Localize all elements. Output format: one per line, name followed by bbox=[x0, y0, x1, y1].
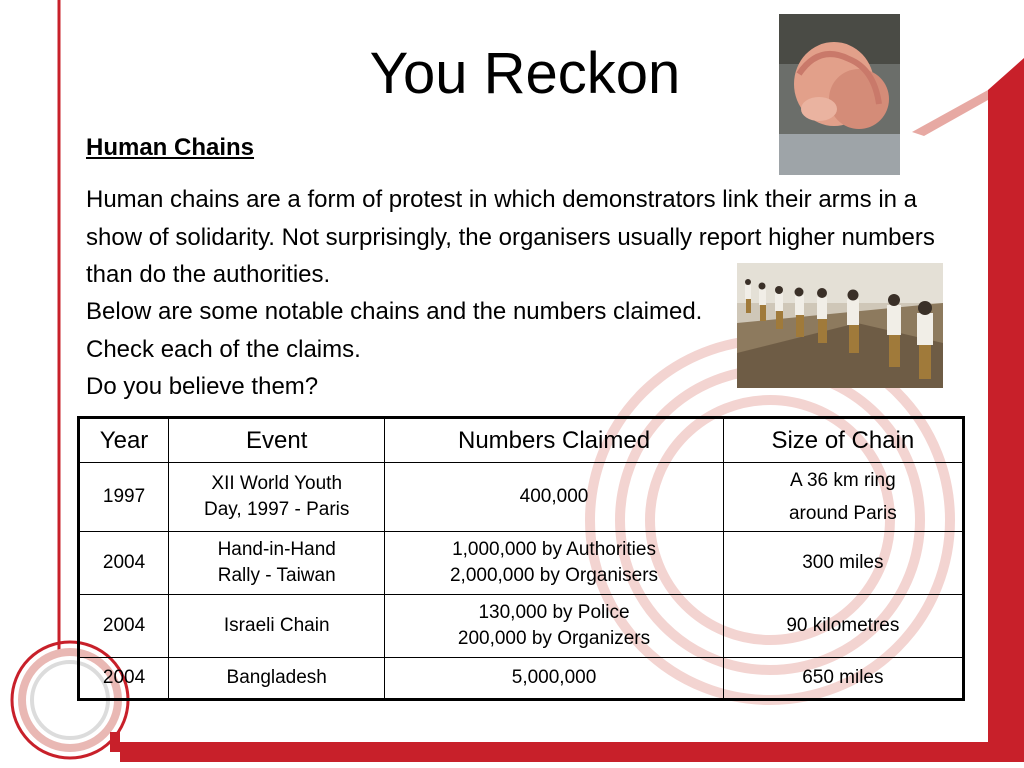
slide-title: You Reckon bbox=[369, 41, 681, 106]
event-cell bbox=[169, 463, 385, 532]
numbers-line: 400,000 bbox=[519, 486, 589, 507]
numbers-line: 5,000,000 bbox=[511, 667, 597, 688]
event-line: Israeli Chain bbox=[223, 615, 330, 636]
year-cell: 2004 bbox=[79, 595, 169, 658]
numbers-cell bbox=[385, 595, 723, 658]
table-row bbox=[79, 658, 964, 700]
column-header-year: Year bbox=[79, 418, 169, 463]
year-cell: 2004 bbox=[79, 532, 169, 595]
size-line: around Paris bbox=[788, 503, 897, 524]
numbers-cell bbox=[385, 463, 723, 532]
event-cell bbox=[169, 658, 385, 700]
table-row bbox=[79, 595, 964, 658]
question-text: Do you believe them? bbox=[86, 373, 319, 400]
instructions-text: Below are some notable chains and the numbers claimed. Check each of the claims. bbox=[86, 298, 703, 363]
size-cell bbox=[723, 532, 963, 595]
holding-hands-photo bbox=[779, 14, 900, 175]
year-cell: 1997 bbox=[79, 463, 169, 532]
column-header-size-of-chain: Size of Chain bbox=[723, 418, 963, 463]
size-line: 650 miles bbox=[802, 667, 884, 688]
event-cell bbox=[169, 532, 385, 595]
instructions-paragraph bbox=[86, 293, 726, 406]
event-line: Day, 1997 - Paris bbox=[204, 499, 350, 520]
size-cell bbox=[723, 595, 963, 658]
table-row bbox=[79, 463, 964, 532]
size-cell bbox=[723, 658, 963, 700]
table-row bbox=[79, 532, 964, 595]
size-line: 300 miles bbox=[802, 552, 884, 573]
column-header-event: Event bbox=[169, 418, 385, 463]
size-line: A 36 km ring bbox=[790, 470, 896, 491]
numbers-cell bbox=[385, 658, 723, 700]
intro-paragraph: Human chains are a form of protest in which demonstrators link their arms in a show of solidarity. Not surprisingly, the organisers usually report higher numbers than do the authorities. bbox=[86, 186, 935, 288]
size-cell bbox=[723, 463, 963, 532]
numbers-line: 2,000,000 by Organisers bbox=[449, 565, 659, 586]
event-cell bbox=[169, 595, 385, 658]
human-chains-table bbox=[77, 416, 965, 701]
right-red-bevel bbox=[912, 90, 988, 136]
human-chain-photo bbox=[737, 263, 943, 388]
event-line: Bangladesh bbox=[226, 667, 327, 688]
event-line: Hand-in-Hand bbox=[217, 539, 336, 560]
numbers-cell bbox=[385, 532, 723, 595]
table-header-row bbox=[79, 418, 964, 463]
event-line: XII World Youth bbox=[211, 473, 343, 494]
event-line: Rally - Taiwan bbox=[217, 565, 336, 586]
year-cell: 2004 bbox=[79, 658, 169, 700]
size-line: 90 kilometres bbox=[786, 615, 900, 636]
right-red-band bbox=[988, 58, 1024, 742]
numbers-line: 130,000 by Police bbox=[478, 602, 630, 623]
section-heading: Human Chains bbox=[86, 134, 255, 161]
numbers-line: 1,000,000 by Authorities bbox=[452, 539, 656, 560]
bottom-red-band bbox=[120, 742, 1024, 762]
numbers-line: 200,000 by Organizers bbox=[457, 628, 651, 649]
column-header-numbers-claimed: Numbers Claimed bbox=[385, 418, 723, 463]
